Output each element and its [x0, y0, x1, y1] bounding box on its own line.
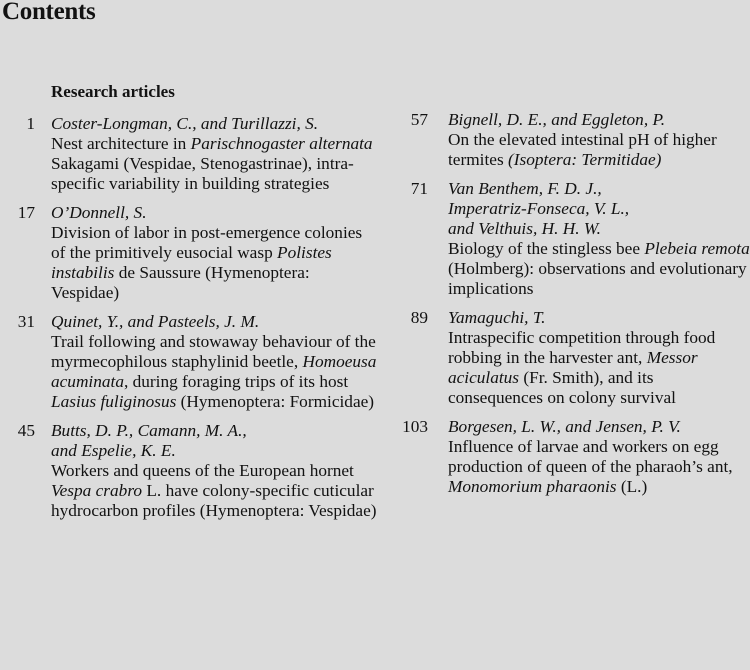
title-text: Trail following and stowaway behaviour of the myrmecophilous staphylinid beetle,: [51, 332, 376, 371]
entry-body: [51, 203, 380, 303]
toc-entry: [0, 114, 380, 194]
toc-entry: [380, 308, 750, 408]
entry-authors: Imperatriz-Fonseca, V. L.,: [448, 199, 630, 218]
species-name: Lasius fuliginosus: [51, 392, 177, 411]
entry-body: [51, 421, 380, 521]
page-title: Contents: [2, 0, 96, 25]
title-text: Influence of larvae and workers on egg production of queen of the pharaoh’s ant,: [448, 437, 733, 476]
toc-entry: [380, 179, 750, 299]
entry-title: [448, 239, 750, 299]
page-number: 17: [17, 203, 35, 222]
entry-body: [448, 308, 750, 408]
title-text: Division of labor in post-emergence colonies of the primitively eusocial wasp: [51, 223, 363, 262]
entry-title: [448, 437, 750, 497]
title-text: de Saussure (Hymenoptera: Vespidae): [51, 263, 310, 302]
page-number: 57: [410, 110, 428, 129]
title-text: Intraspecific competition through food robbing in the harvester ant,: [448, 328, 716, 367]
species-name: (Isoptera: Termitidae): [508, 150, 662, 169]
entry-title: [51, 134, 380, 194]
species-name: Plebeia remota: [644, 239, 750, 258]
title-text: (Fr. Smith), and its consequences on colony survival: [448, 368, 676, 407]
title-text: (Hymenoptera: Formicidae): [176, 392, 375, 411]
entry-authors: Coster-Longman, C., and Turillazzi, S.: [51, 114, 319, 133]
entry-authors: and Velthuis, H. H. W.: [448, 219, 601, 238]
species-name: Messor aciculatus: [448, 348, 698, 387]
entry-body: [448, 417, 750, 497]
entry-authors: Yamaguchi, T.: [448, 308, 546, 327]
entry-authors: Van Benthem, F. D. J.,: [448, 179, 602, 198]
title-text: (L.): [616, 477, 648, 496]
species-name: Polistes instabilis: [51, 243, 332, 282]
entry-authors: Borgesen, L. W., and Jensen, P. V.: [448, 417, 681, 436]
page-number: 45: [17, 421, 35, 440]
toc-entry: [380, 110, 750, 170]
title-text: (Holmberg): observations and evolutionary implications: [448, 259, 747, 298]
entry-title: [448, 130, 750, 170]
title-text: L. have colony-specific cuticular hydrocarbon profiles (Hymenoptera: Vespidae): [51, 481, 377, 520]
toc-entry: [0, 421, 380, 521]
entry-authors: O’Donnell, S.: [51, 203, 147, 222]
entry-body: [51, 114, 380, 194]
toc-entry: [0, 203, 380, 303]
page-number: 103: [402, 417, 428, 436]
entry-title: [51, 223, 380, 303]
title-text: , during foraging trips of its host: [123, 372, 349, 391]
title-text: Biology of the stingless bee: [448, 239, 645, 258]
toc-entry: [380, 417, 750, 497]
entry-body: [448, 179, 750, 299]
entry-authors: Quinet, Y., and Pasteels, J. M.: [51, 312, 260, 331]
title-text: Workers and queens of the European hornet: [51, 461, 354, 480]
entry-authors: Butts, D. P., Camann, M. A.,: [51, 421, 247, 440]
title-text: Nest architecture in: [51, 134, 191, 153]
page-number: 89: [410, 308, 428, 327]
species-name: Homoeusa acuminata: [51, 352, 377, 391]
entry-body: [448, 110, 750, 170]
page-number: 31: [17, 312, 35, 331]
species-name: Vespa crabro: [51, 481, 143, 500]
section-heading: Research articles: [51, 82, 175, 101]
entry-title: [51, 461, 380, 521]
page-number: 1: [26, 114, 35, 133]
entry-title: [51, 332, 380, 412]
entry-authors: and Espelie, K. E.: [51, 441, 176, 460]
page-number: 71: [410, 179, 428, 198]
entry-body: [51, 312, 380, 412]
entry-title: [448, 328, 750, 408]
entry-authors: Bignell, D. E., and Eggleton, P.: [448, 110, 666, 129]
toc-right-column: [380, 110, 750, 506]
toc-entry: [0, 312, 380, 412]
species-name: Parischnogaster alternata: [190, 134, 373, 153]
toc-left-column: [0, 114, 380, 530]
title-text: Sakagami (Vespidae, Stenogastrinae), intra-specific variability in building strategies: [51, 154, 354, 193]
title-text: On the elevated intestinal pH of higher termites: [448, 130, 717, 169]
species-name: Monomorium pharaonis: [448, 477, 617, 496]
